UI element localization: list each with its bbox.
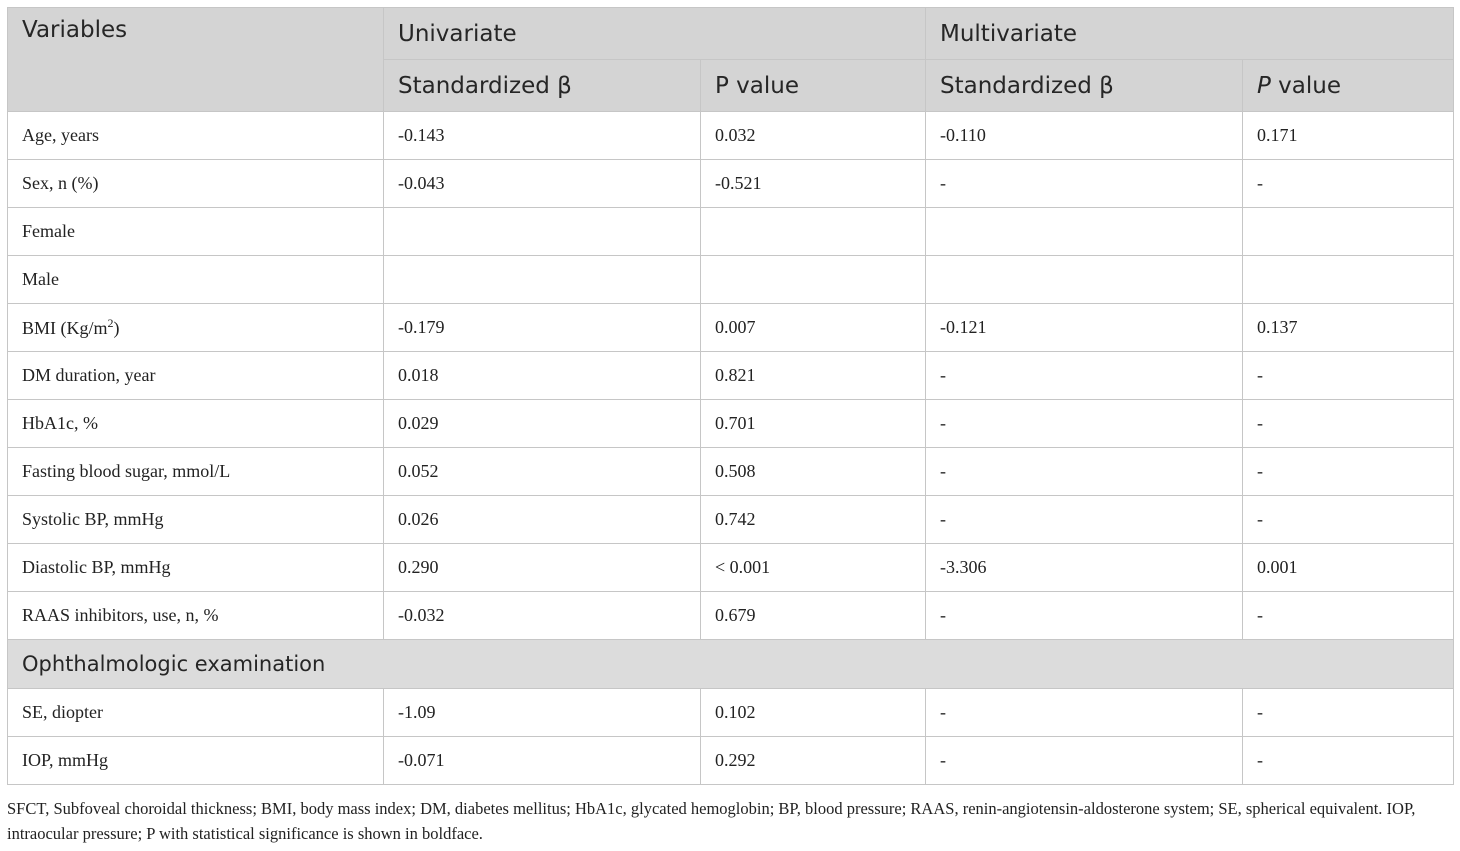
cell-uni-beta xyxy=(384,256,701,304)
cell-multi-beta: -0.110 xyxy=(926,112,1243,160)
cell-multi-beta: - xyxy=(926,400,1243,448)
cell-uni-p: 0.102 xyxy=(701,689,926,737)
cell-uni-p: 0.701 xyxy=(701,400,926,448)
cell-multi-beta: - xyxy=(926,737,1243,785)
table-row xyxy=(8,160,1454,208)
cell-variable: Systolic BP, mmHg xyxy=(8,496,384,544)
cell-variable: Age, years xyxy=(8,112,384,160)
cell-multi-beta: -3.306 xyxy=(926,544,1243,592)
cell-uni-p: -0.521 xyxy=(701,160,926,208)
cell-uni-beta: 0.018 xyxy=(384,352,701,400)
cell-variable: SE, diopter xyxy=(8,689,384,737)
header-variables: Variables xyxy=(8,8,384,112)
cell-multi-p xyxy=(1243,256,1454,304)
cell-variable xyxy=(8,304,384,352)
cell-uni-p: 0.742 xyxy=(701,496,926,544)
cell-uni-beta: -0.071 xyxy=(384,737,701,785)
cell-variable: Fasting blood sugar, mmol/L xyxy=(8,448,384,496)
cell-uni-beta: -0.179 xyxy=(384,304,701,352)
cell-uni-p: 0.508 xyxy=(701,448,926,496)
cell-uni-beta xyxy=(384,208,701,256)
header-multi-beta: Standardized β xyxy=(926,60,1243,112)
table-row xyxy=(8,544,1454,592)
cell-uni-beta: 0.052 xyxy=(384,448,701,496)
header-multi-p-rest: value xyxy=(1270,72,1342,99)
table-row xyxy=(8,448,1454,496)
cell-variable-superscript: 2 xyxy=(107,316,114,330)
cell-uni-beta: -0.143 xyxy=(384,112,701,160)
cell-variable: DM duration, year xyxy=(8,352,384,400)
cell-uni-p: 0.821 xyxy=(701,352,926,400)
cell-multi-p: - xyxy=(1243,400,1454,448)
table-row xyxy=(8,352,1454,400)
cell-uni-beta: 0.026 xyxy=(384,496,701,544)
header-multi-p-letter: P xyxy=(1257,72,1271,99)
header-row-1 xyxy=(8,8,1454,60)
cell-multi-p: - xyxy=(1243,448,1454,496)
table-row xyxy=(8,208,1454,256)
table-row xyxy=(8,689,1454,737)
table-row xyxy=(8,737,1454,785)
cell-multi-p: 0.171 xyxy=(1243,112,1454,160)
section-row xyxy=(8,640,1454,689)
cell-variable: HbA1c, % xyxy=(8,400,384,448)
table-row xyxy=(8,256,1454,304)
cell-multi-p: - xyxy=(1243,160,1454,208)
header-uni-p: P value xyxy=(701,60,926,112)
cell-multi-beta xyxy=(926,256,1243,304)
cell-uni-p: 0.292 xyxy=(701,737,926,785)
table-row xyxy=(8,400,1454,448)
cell-multi-beta: - xyxy=(926,592,1243,640)
cell-variable-text: BMI (Kg/m xyxy=(22,318,108,338)
cell-multi-p: - xyxy=(1243,352,1454,400)
cell-multi-p: - xyxy=(1243,737,1454,785)
cell-uni-p: 0.032 xyxy=(701,112,926,160)
cell-multi-p: 0.001 xyxy=(1243,544,1454,592)
regression-table xyxy=(7,7,1454,785)
cell-multi-beta: - xyxy=(926,689,1243,737)
cell-variable: Male xyxy=(8,256,384,304)
header-multivariate: Multivariate xyxy=(926,8,1454,60)
cell-uni-p xyxy=(701,208,926,256)
cell-variable: Female xyxy=(8,208,384,256)
cell-uni-p: 0.679 xyxy=(701,592,926,640)
cell-multi-p xyxy=(1243,208,1454,256)
cell-multi-p: - xyxy=(1243,592,1454,640)
cell-multi-beta: -0.121 xyxy=(926,304,1243,352)
cell-variable: RAAS inhibitors, use, n, % xyxy=(8,592,384,640)
cell-uni-beta: -0.032 xyxy=(384,592,701,640)
cell-multi-beta: - xyxy=(926,160,1243,208)
cell-multi-beta xyxy=(926,208,1243,256)
cell-uni-p xyxy=(701,256,926,304)
section-heading: Ophthalmologic examination xyxy=(8,640,1454,689)
cell-uni-beta: -0.043 xyxy=(384,160,701,208)
cell-multi-beta: - xyxy=(926,448,1243,496)
table-row xyxy=(8,112,1454,160)
table-row xyxy=(8,304,1454,352)
cell-multi-p: - xyxy=(1243,496,1454,544)
cell-uni-beta: -1.09 xyxy=(384,689,701,737)
cell-multi-beta: - xyxy=(926,352,1243,400)
cell-multi-p: 0.137 xyxy=(1243,304,1454,352)
cell-uni-beta: 0.029 xyxy=(384,400,701,448)
header-uni-beta: Standardized β xyxy=(384,60,701,112)
table-row xyxy=(8,592,1454,640)
cell-multi-beta: - xyxy=(926,496,1243,544)
cell-uni-p: < 0.001 xyxy=(701,544,926,592)
header-multi-p xyxy=(1243,60,1454,112)
cell-variable-suffix: ) xyxy=(113,318,120,338)
header-univariate: Univariate xyxy=(384,8,926,60)
cell-multi-p: - xyxy=(1243,689,1454,737)
cell-variable: Diastolic BP, mmHg xyxy=(8,544,384,592)
cell-uni-beta: 0.290 xyxy=(384,544,701,592)
cell-uni-p: 0.007 xyxy=(701,304,926,352)
cell-variable: IOP, mmHg xyxy=(8,737,384,785)
cell-variable: Sex, n (%) xyxy=(8,160,384,208)
table-footnote: SFCT, Subfoveal choroidal thickness; BMI, body mass index; DM, diabetes mellitus; HbA1c, glycated hemoglobin; BP, blood pressure; RAAS, renin-angiotensin-aldosterone system; SE, spherical equivalent. IOP, intraocular pressure; P with statistical significance is shown in boldface. xyxy=(7,799,1416,843)
table-row xyxy=(8,496,1454,544)
